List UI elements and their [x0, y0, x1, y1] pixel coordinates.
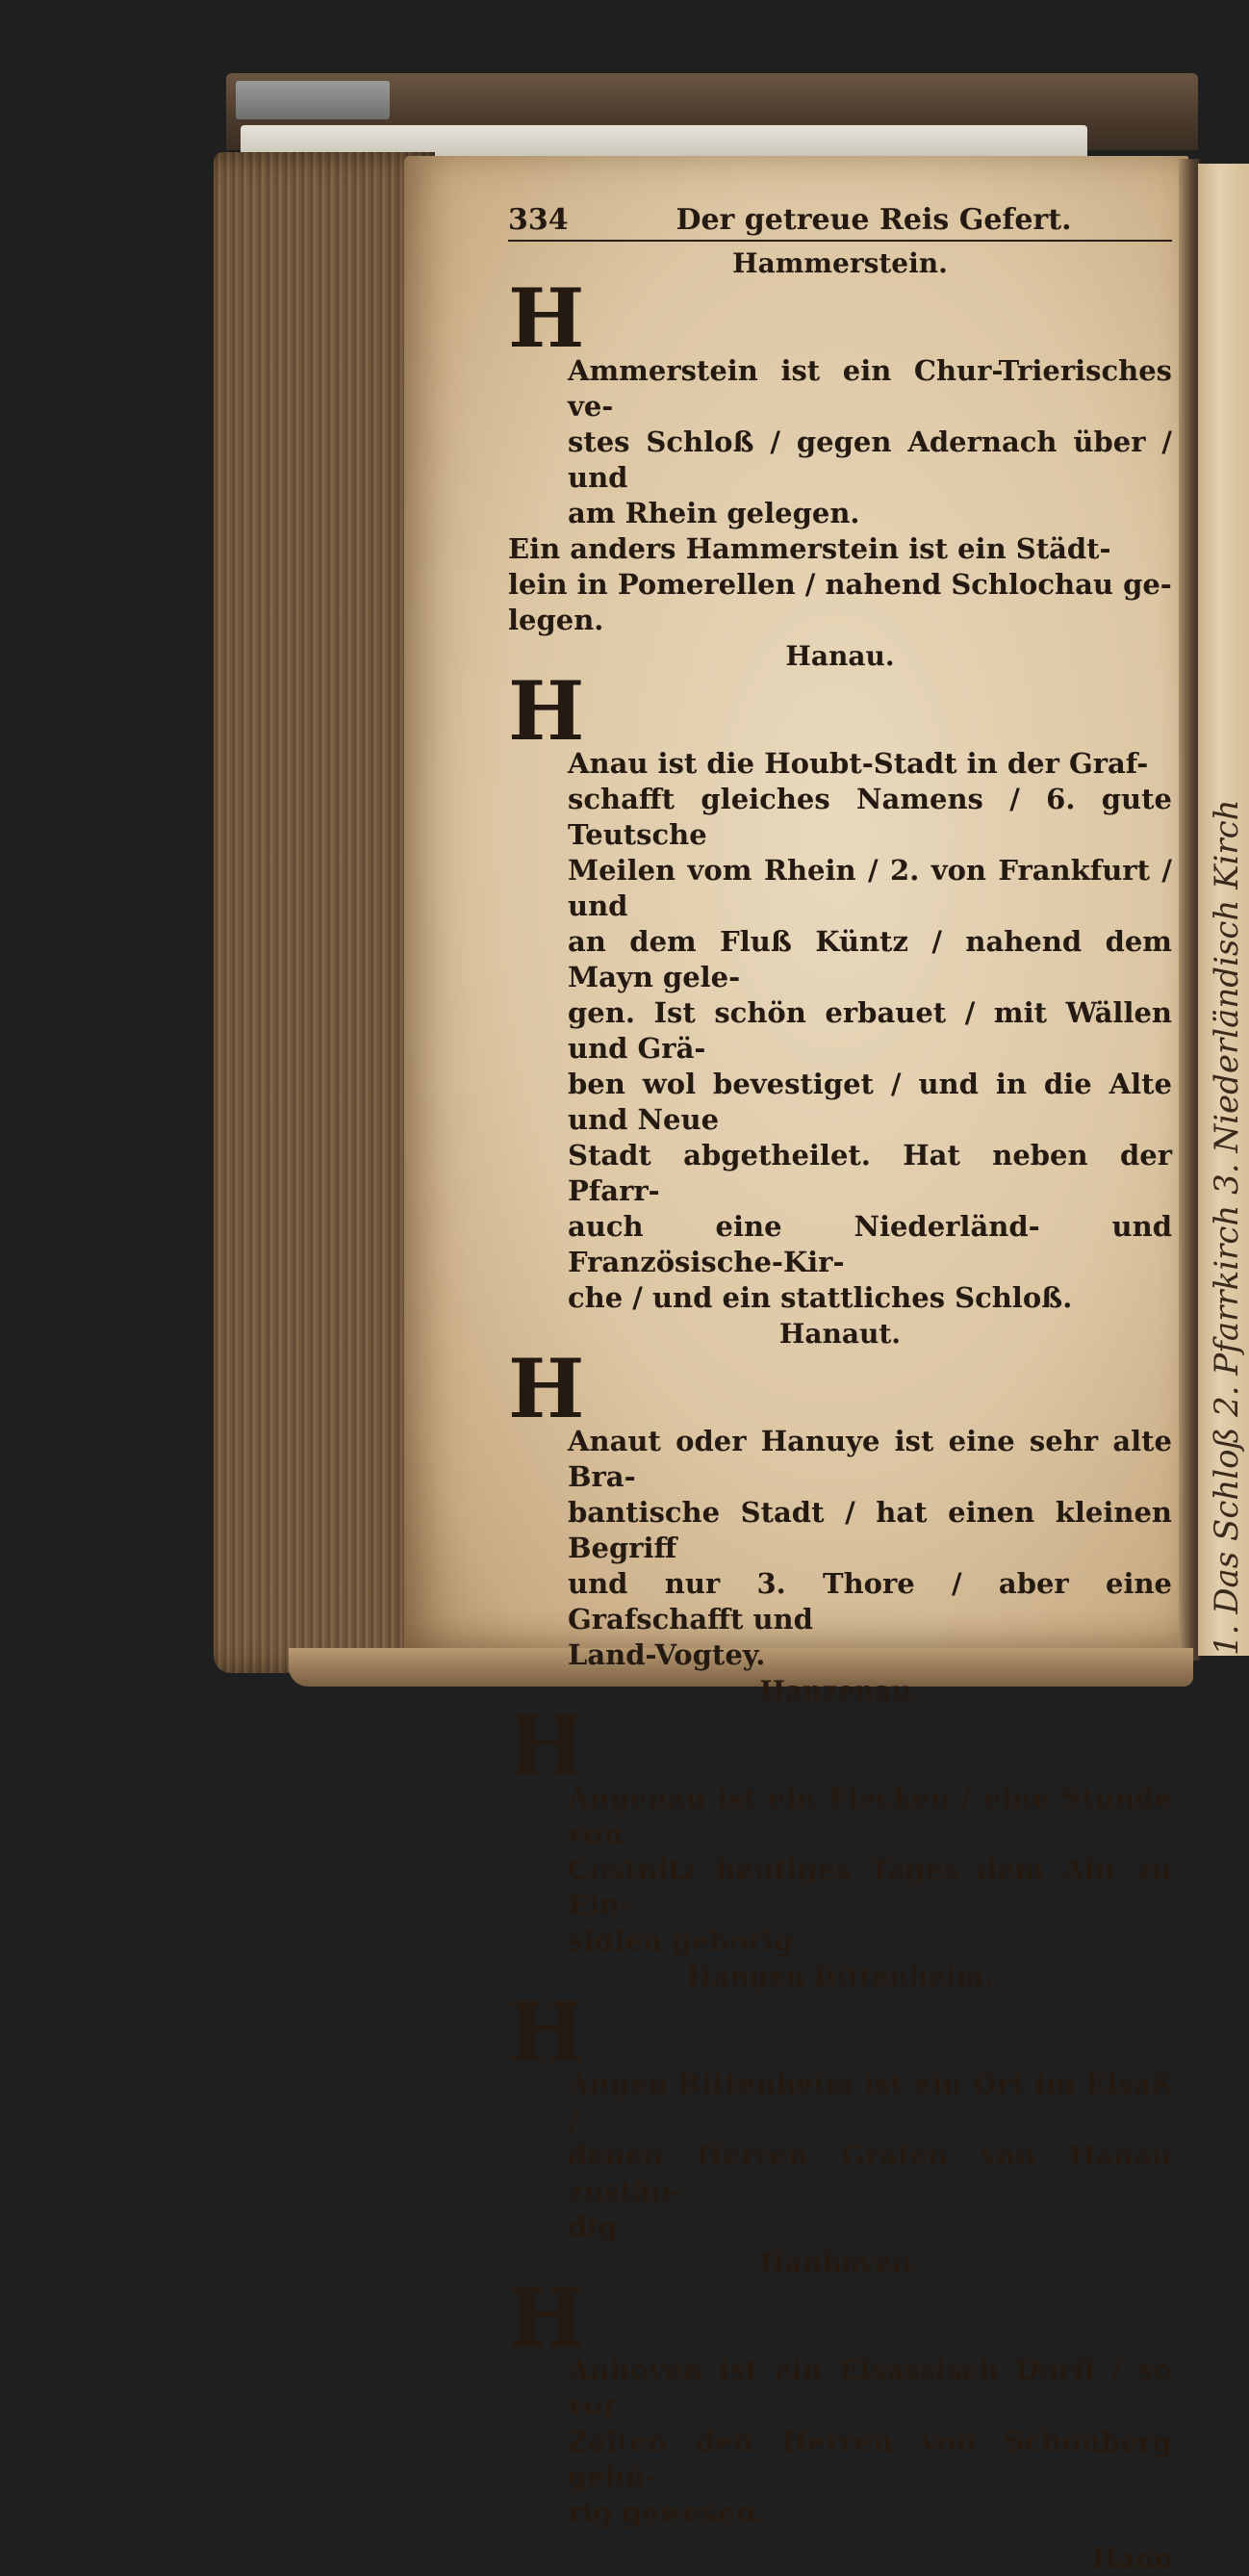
- entry-heading: Hanhoven.: [758, 2247, 922, 2279]
- entry-heading: Hanau.: [785, 640, 895, 672]
- entry-heading: Hanaut.: [778, 1318, 902, 1350]
- drop-capital: H: [508, 1341, 585, 1436]
- paragraph-text: Anau ist die Houbt-Stadt in der Graf- schafft gleiches Namens / 6. gute Teutsche Meilen vom Rhein / 2. von Frankfurt / und an dem Fluß Küntz / nahend dem Mayn gele- gen. Ist schön erbauet / mit Wällen und Grä- ben wol bevestiget / und in die Alte und Neue Stadt abgetheilet. Hat neben der Pfarr- auch eine Niederländ- und Französische-Kir- che / und ein stattliches Schloß.: [568, 747, 1172, 1314]
- drop-capital: H: [508, 270, 585, 366]
- paragraph-text: Angenau ist ein Flecken / eine Stunde von Costnitz heutiges Tages dem Abt zu Ein- sidlen gehörig: [568, 1782, 1172, 1957]
- entry-heading: Hammerstein.: [732, 247, 948, 279]
- entry-paragraph: Ein anders Hammerstein ist ein Städt- lein in Pomerellen / nahend Schlochau ge- legen.: [508, 532, 1172, 636]
- paragraph-text: Anaut oder Hanuye ist eine sehr alte Bra- bantische Stadt / hat einen kleinen Begriff und nur 3. Thore / aber eine Grafschafft und Land-Vogtey.: [568, 1425, 1172, 1671]
- drop-capital: H: [508, 663, 585, 759]
- running-head: [508, 202, 1172, 242]
- entry-heading: Hanzenau.: [759, 1675, 921, 1707]
- entry-heading: Hangen Bittenheim.: [686, 1961, 994, 1993]
- entry-paragraph: [508, 1698, 1172, 1959]
- entry-paragraph: [508, 663, 1172, 1316]
- catchword: Hano: [1091, 2542, 1172, 2574]
- paragraph-text: Anhoven ist ein Elsassisch Dorff / so vor Zeiten den Herren von Schönberg gehö- rig gewesen.: [568, 2354, 1172, 2529]
- page-number: 334: [508, 203, 569, 237]
- drop-capital: H: [508, 1984, 585, 2079]
- entry-paragraph: [508, 1341, 1172, 1673]
- facing-page-text: 1. Das Schloß 2. Pfarrkirch 3. Niederländisch Kirch: [1208, 799, 1246, 1656]
- drop-capital: H: [508, 2270, 585, 2365]
- drop-capital: H: [508, 1698, 585, 1793]
- paragraph-text: Ammerstein ist ein Chur-Trierisches ve- stes Schloß / gegen Adernach über / und am Rhein gelegen.: [568, 354, 1172, 529]
- entry-paragraph: [508, 270, 1172, 531]
- running-title: Der getreue Reis Gefert.: [675, 203, 1072, 237]
- entry-paragraph: [508, 2270, 1172, 2531]
- page-text: [508, 202, 1172, 2576]
- entry-paragraph: [508, 1984, 1172, 2245]
- page-fore-edge: [214, 152, 435, 1673]
- paragraph-text: Angen Bittenheim ist ein Ort im Elsaß / denen Herren Grafen von Hanau zustän- dig.: [568, 2068, 1172, 2243]
- metal-clasp: [236, 81, 390, 119]
- book-gutter: [1179, 159, 1200, 1661]
